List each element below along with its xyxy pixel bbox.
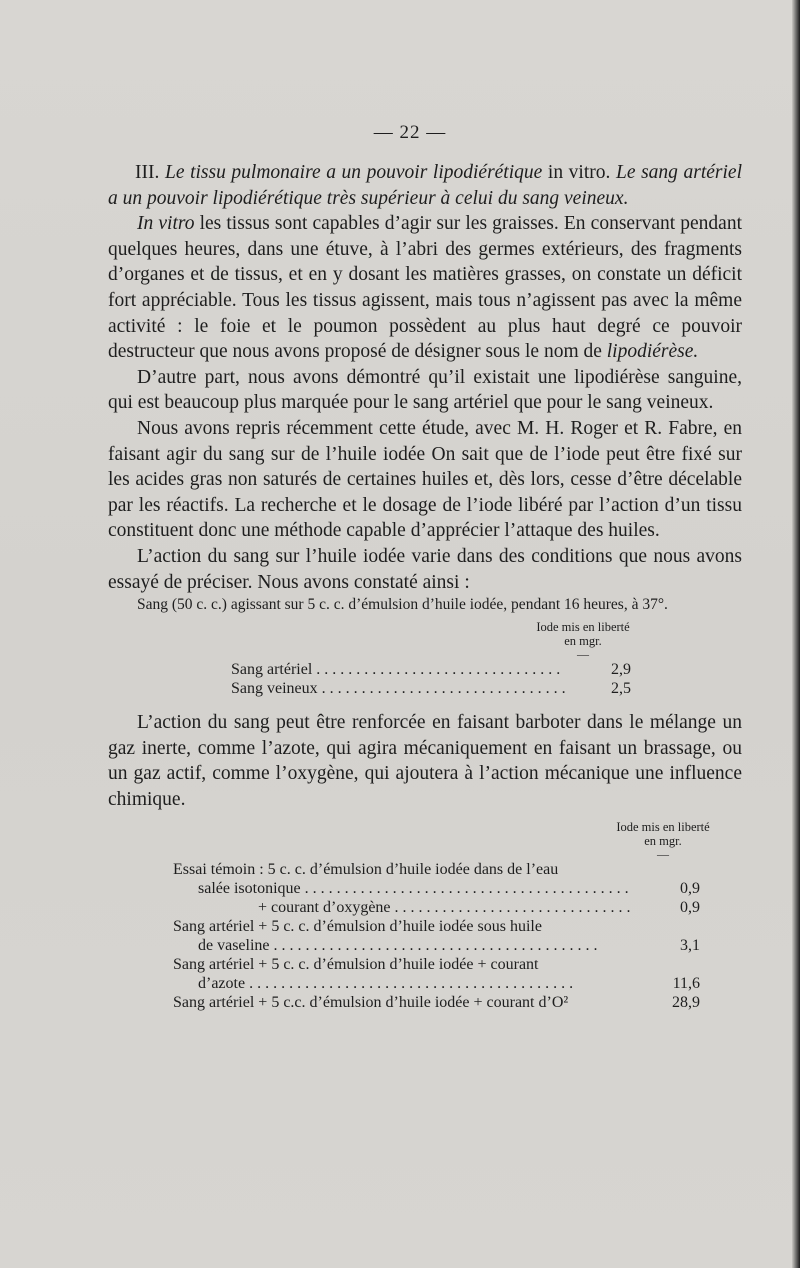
row-value: 3,1: [680, 937, 700, 955]
row-value: 2,5: [611, 680, 631, 698]
table-row: [173, 860, 700, 879]
row-label: d’azote . . .: [198, 974, 634, 993]
row-label: Sang veineux . . .: [231, 679, 565, 698]
para1-italic-tail: lipodiérèse.: [606, 341, 699, 363]
table-row: [173, 955, 700, 974]
table-row: [173, 974, 700, 993]
page-number: — 22 —: [373, 122, 447, 143]
table1-rows: [231, 660, 631, 698]
table-row: [173, 898, 700, 917]
para1-italic-lead: In vitro: [137, 213, 195, 235]
row-label: Sang artériel + 5 c.c. d’émulsion d’huile iodée + courant d’O²: [173, 994, 569, 1012]
table2-header: [598, 820, 728, 860]
table-row: [173, 993, 700, 1012]
experiment-note: Sang (50 c. c.) agissant sur 5 c. c. d’émulsion d’huile iodée, pendant 16 heures, à 37°.: [137, 596, 668, 614]
row-value: 0,9: [680, 880, 700, 898]
paragraph-4: L’action du sang sur l’huile iodée varie dans des conditions que nous avons essayé de préciser. Nous avons constaté ainsi :: [108, 545, 742, 593]
table-row: [231, 679, 631, 698]
table1-header-line2: en mgr.: [564, 634, 602, 649]
section-heading: [108, 160, 742, 211]
table2-header-line2: en mgr.: [644, 834, 682, 849]
row-label: + courant d’oxygène . . .: [258, 898, 634, 917]
row-label: de vaseline . . .: [198, 936, 634, 955]
heading-normal: in vitro.: [542, 162, 616, 183]
row-label-line1: Sang artériel + 5 c. c. d’émulsion d’huile iodée + courant: [173, 956, 539, 974]
row-label-line1: Essai témoin : 5 c. c. d’émulsion d’huile iodée dans de l’eau: [173, 861, 559, 879]
row-label: Sang artériel . . .: [231, 660, 565, 679]
table2-rows: [173, 860, 700, 1012]
para1-text: les tissus sont capables d’agir sur les graisses. En conservant pendant quelques heures, dans une étuve, à l’abri des germes extérieurs, des fragments d’organes et de tissus, et en y dosant les matières grasses, on constate un déficit fort appréciable. Tous les tissus agissent, mais tous n’agissent pas avec la même activité : le foie et le poumon possèdent au plus haut degré ce pouvoir destructeur que nous avons proposé de désigner sous le nom de: [108, 213, 742, 363]
paragraph-2: D’autre part, nous avons démontré qu’il existait une lipodiérèse sanguine, qui est beaucoup plus marquée pour le sang artériel que pour le sang veineux.: [108, 366, 742, 414]
table-row: [173, 917, 700, 936]
row-label: salée isotonique . . .: [198, 879, 634, 898]
table2-header-line1: Iode mis en liberté: [616, 820, 710, 835]
row-value: 28,9: [672, 994, 700, 1012]
table-row: [173, 936, 700, 955]
heading-roman: III.: [135, 162, 160, 183]
heading-italic-2: Le sang artériel a un pouvoir lipodiérétique très supérieur à celui du sang veineux.: [108, 162, 743, 209]
table2-header-dash: —: [657, 847, 669, 862]
table1-header-dash: —: [577, 647, 589, 662]
body-text: [108, 160, 742, 1012]
results-table-1: [108, 620, 742, 698]
heading-italic-1: Le tissu pulmonaire a un pouvoir lipodiérétique: [164, 162, 543, 183]
paragraph-5: L’action du sang peut être renforcée en faisant barboter dans le mélange un gaz inerte, comme l’azote, qui agira mécaniquement en faisant un brassage, ou un gaz actif, comme l’oxygène, qui ajoutera à l’action mécanique une influence chimique.: [108, 712, 742, 810]
row-value: 0,9: [680, 899, 700, 917]
table-row: [231, 660, 631, 679]
paragraph-3: Nous avons repris récemment cette étude, avec M. H. Roger et R. Fabre, en faisant agir du sang sur de l’huile iodée On sait que de l’iode peut être fixé sur les acides gras non saturés de certaines huiles et, dès lors, cesse d’être décelable par les réactifs. La recherche et le dosage de l’iode libéré par l’action d’un tissu constituent donc une méthode capable d’apprécier l’attaque des huiles.: [108, 417, 742, 542]
results-table-2: [108, 820, 742, 1012]
table1-header: [528, 620, 638, 660]
paragraph-1: [108, 211, 742, 365]
row-label-line1: Sang artériel + 5 c. c. d’émulsion d’huile iodée sous huile: [173, 918, 542, 936]
row-value: 11,6: [672, 975, 700, 993]
page-edge-shadow: [792, 0, 800, 1268]
table-row: [173, 879, 700, 898]
row-value: 2,9: [611, 661, 631, 679]
table1-header-line1: Iode mis en liberté: [536, 620, 630, 635]
